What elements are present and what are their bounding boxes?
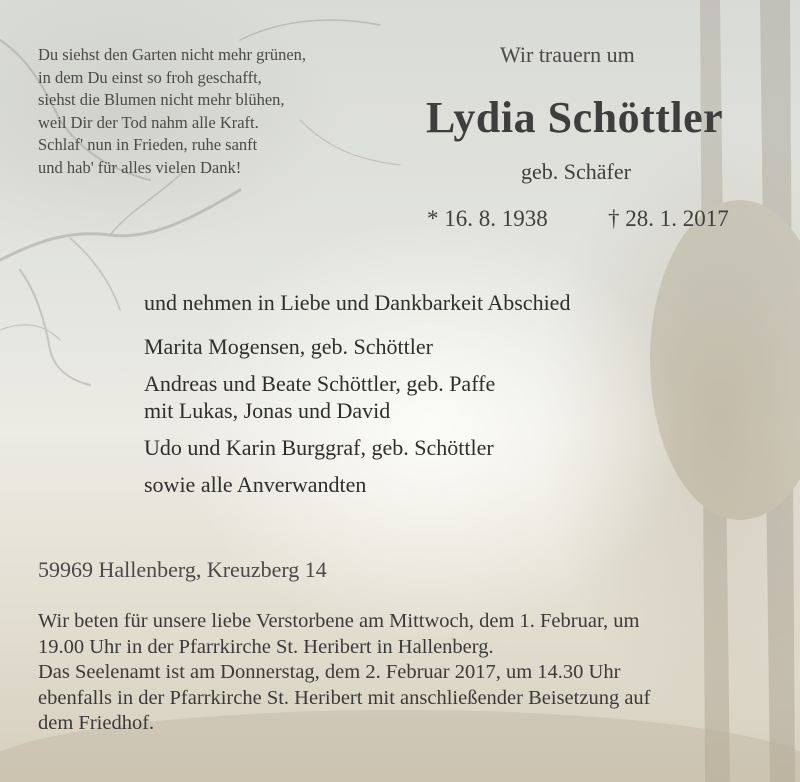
- mourner-group: [144, 471, 495, 498]
- farewell-line: und nehmen in Liebe und Dankbarkeit Abschied: [144, 290, 571, 315]
- mourning-intro: Wir trauern um: [500, 42, 635, 67]
- maiden-name: geb. Schäfer: [521, 159, 631, 184]
- service-line: Das Seelenamt ist am Donnerstag, dem 2. Februar 2017, um 14.30 Uhr: [38, 661, 621, 684]
- service-line: 19.00 Uhr in der Pfarrkirche St. Heribert in Hallenberg.: [38, 635, 494, 658]
- mourner-line: Udo und Karin Burggraf, geb. Schöttler: [144, 435, 494, 460]
- address: 59969 Hallenberg, Kreuzberg 14: [38, 557, 327, 582]
- birth-date: * 16. 8. 1938: [427, 206, 548, 231]
- verse-line: weil Dir der Tod nahm alle Kraft.: [38, 112, 259, 132]
- mourner-line: sowie alle Anverwandten: [144, 472, 367, 497]
- mourner-line: Andreas und Beate Schöttler, geb. Paffe: [144, 371, 496, 396]
- mourner-group: [144, 434, 495, 461]
- deceased-name: Lydia Schöttler: [426, 93, 724, 142]
- verse-line: Du siehst den Garten nicht mehr grünen,: [38, 45, 307, 64]
- service-line: Wir beten für unsere liebe Verstorbene am Mittwoch, dem 1. Februar, um: [38, 610, 640, 632]
- mourner-line: Marita Mogensen, geb. Schöttler: [144, 334, 433, 359]
- death-date: † 28. 1. 2017: [608, 206, 729, 231]
- verse-line: siehst die Blumen nicht mehr blühen,: [38, 90, 285, 110]
- verse-line: in dem Du einst so froh geschafft,: [38, 67, 262, 87]
- service-line: dem Friedhof.: [38, 712, 155, 735]
- memorial-verse: [38, 44, 306, 180]
- mourner-line: mit Lukas, Jonas und David: [144, 398, 391, 423]
- mourner-group: [144, 333, 495, 360]
- mourners-list: [144, 333, 495, 508]
- service-line: ebenfalls in der Pfarrkirche St. Heribert mit anschließender Beisetzung auf: [38, 686, 651, 709]
- verse-line: und hab' für alles vielen Dank!: [38, 157, 242, 177]
- mourner-group: [144, 370, 495, 424]
- service-info: [38, 609, 651, 737]
- verse-line: Schlaf' nun in Frieden, ruhe sanft: [38, 135, 258, 155]
